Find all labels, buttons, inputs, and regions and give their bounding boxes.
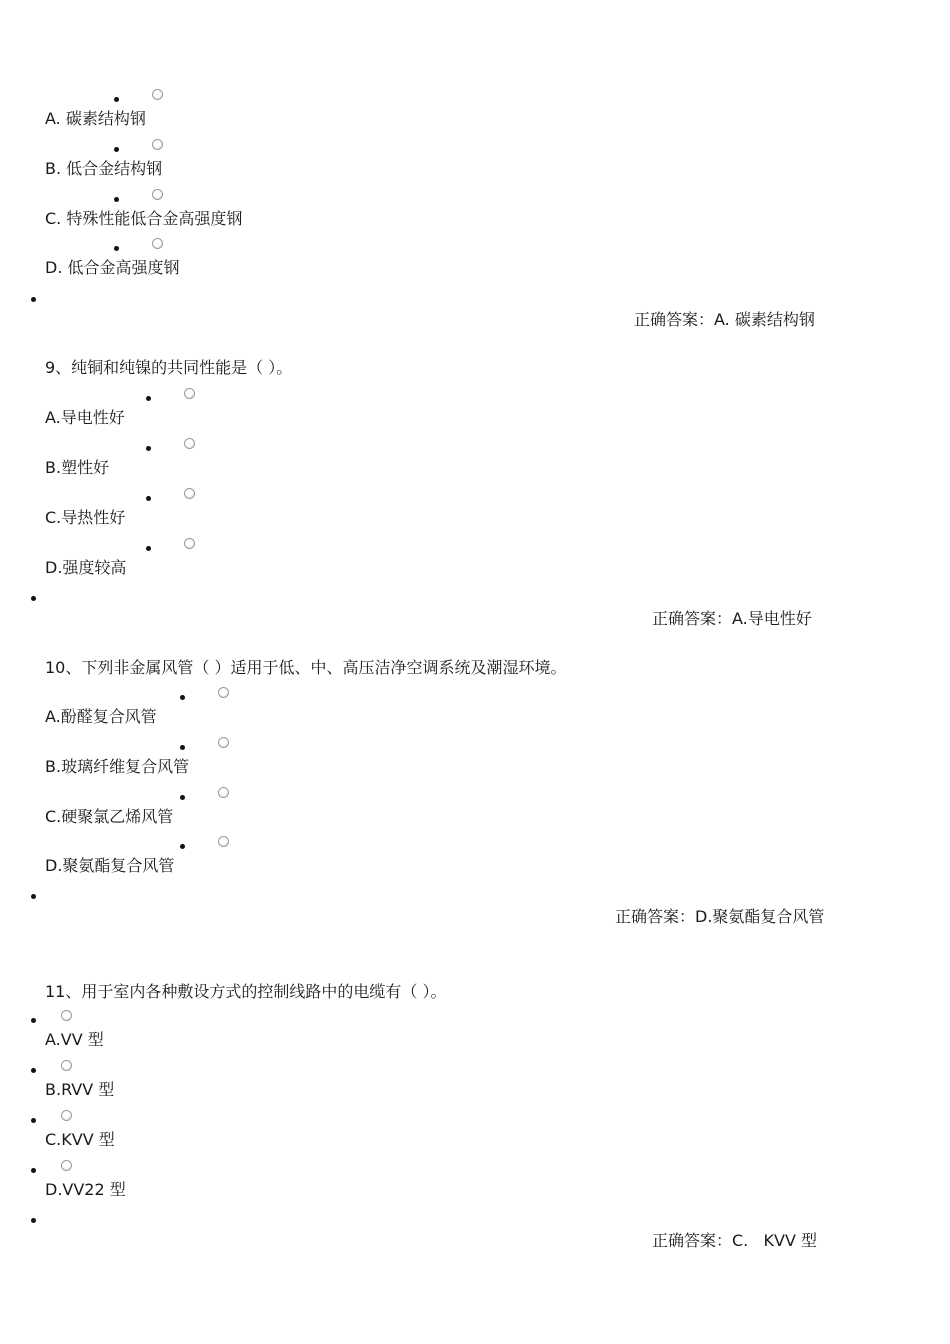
list-bullet xyxy=(114,197,119,202)
list-bullet xyxy=(114,97,119,102)
list-bullet xyxy=(114,147,119,152)
option-d-label: D.聚氨酯复合风管 xyxy=(45,856,175,875)
option-c-label: C.导热性好 xyxy=(45,508,126,527)
radio-option-d[interactable] xyxy=(152,238,163,249)
list-bullet xyxy=(31,1218,36,1223)
correct-answer: 正确答案：C. KVV 型 xyxy=(652,1231,817,1250)
radio-option-a[interactable] xyxy=(152,89,163,100)
option-a-label: A.导电性好 xyxy=(45,408,125,427)
question-text: 10、下列非金属风管（ ）适用于低、中、高压洁净空调系统及潮湿环境。 xyxy=(45,658,567,677)
list-bullet xyxy=(146,496,151,501)
list-bullet xyxy=(31,1018,36,1023)
question-text: 9、纯铜和纯镍的共同性能是（ ）。 xyxy=(45,358,293,377)
radio-option-d[interactable] xyxy=(184,538,195,549)
list-bullet xyxy=(180,695,185,700)
list-bullet xyxy=(180,745,185,750)
list-bullet xyxy=(146,396,151,401)
list-bullet xyxy=(31,894,36,899)
question-text: 11、用于室内各种敷设方式的控制线路中的电缆有（ ）。 xyxy=(45,982,447,1001)
option-a-label: A. 碳素结构钢 xyxy=(45,109,146,128)
option-b-label: B. 低合金结构钢 xyxy=(45,159,163,178)
option-d-label: D. 低合金高强度钢 xyxy=(45,258,180,277)
option-d-label: D.强度较高 xyxy=(45,558,127,577)
list-bullet xyxy=(114,246,119,251)
list-bullet xyxy=(180,795,185,800)
radio-option-a[interactable] xyxy=(218,687,229,698)
list-bullet xyxy=(31,1068,36,1073)
radio-option-b[interactable] xyxy=(61,1060,72,1071)
radio-option-d[interactable] xyxy=(61,1160,72,1171)
radio-option-c[interactable] xyxy=(218,787,229,798)
option-c-label: C. 特殊性能低合金高强度钢 xyxy=(45,209,243,228)
option-b-label: B.塑性好 xyxy=(45,458,110,477)
radio-option-c[interactable] xyxy=(152,189,163,200)
radio-option-a[interactable] xyxy=(61,1010,72,1021)
radio-option-d[interactable] xyxy=(218,836,229,847)
option-b-label: B.RVV 型 xyxy=(45,1080,115,1099)
list-bullet xyxy=(31,596,36,601)
radio-option-b[interactable] xyxy=(152,139,163,150)
correct-answer: 正确答案：D.聚氨酯复合风管 xyxy=(615,907,825,926)
list-bullet xyxy=(146,546,151,551)
list-bullet xyxy=(31,1118,36,1123)
radio-option-b[interactable] xyxy=(184,438,195,449)
list-bullet xyxy=(31,1168,36,1173)
radio-option-b[interactable] xyxy=(218,737,229,748)
option-d-label: D.VV22 型 xyxy=(45,1180,126,1199)
radio-option-a[interactable] xyxy=(184,388,195,399)
radio-option-c[interactable] xyxy=(184,488,195,499)
list-bullet xyxy=(31,297,36,302)
option-c-label: C.硬聚氯乙烯风管 xyxy=(45,807,174,826)
option-a-label: A.VV 型 xyxy=(45,1030,104,1049)
list-bullet xyxy=(146,446,151,451)
correct-answer: 正确答案：A.导电性好 xyxy=(652,609,812,628)
option-a-label: A.酚醛复合风管 xyxy=(45,707,157,726)
correct-answer: 正确答案：A. 碳素结构钢 xyxy=(634,310,815,329)
option-c-label: C.KVV 型 xyxy=(45,1130,115,1149)
list-bullet xyxy=(180,844,185,849)
radio-option-c[interactable] xyxy=(61,1110,72,1121)
option-b-label: B.玻璃纤维复合风管 xyxy=(45,757,190,776)
